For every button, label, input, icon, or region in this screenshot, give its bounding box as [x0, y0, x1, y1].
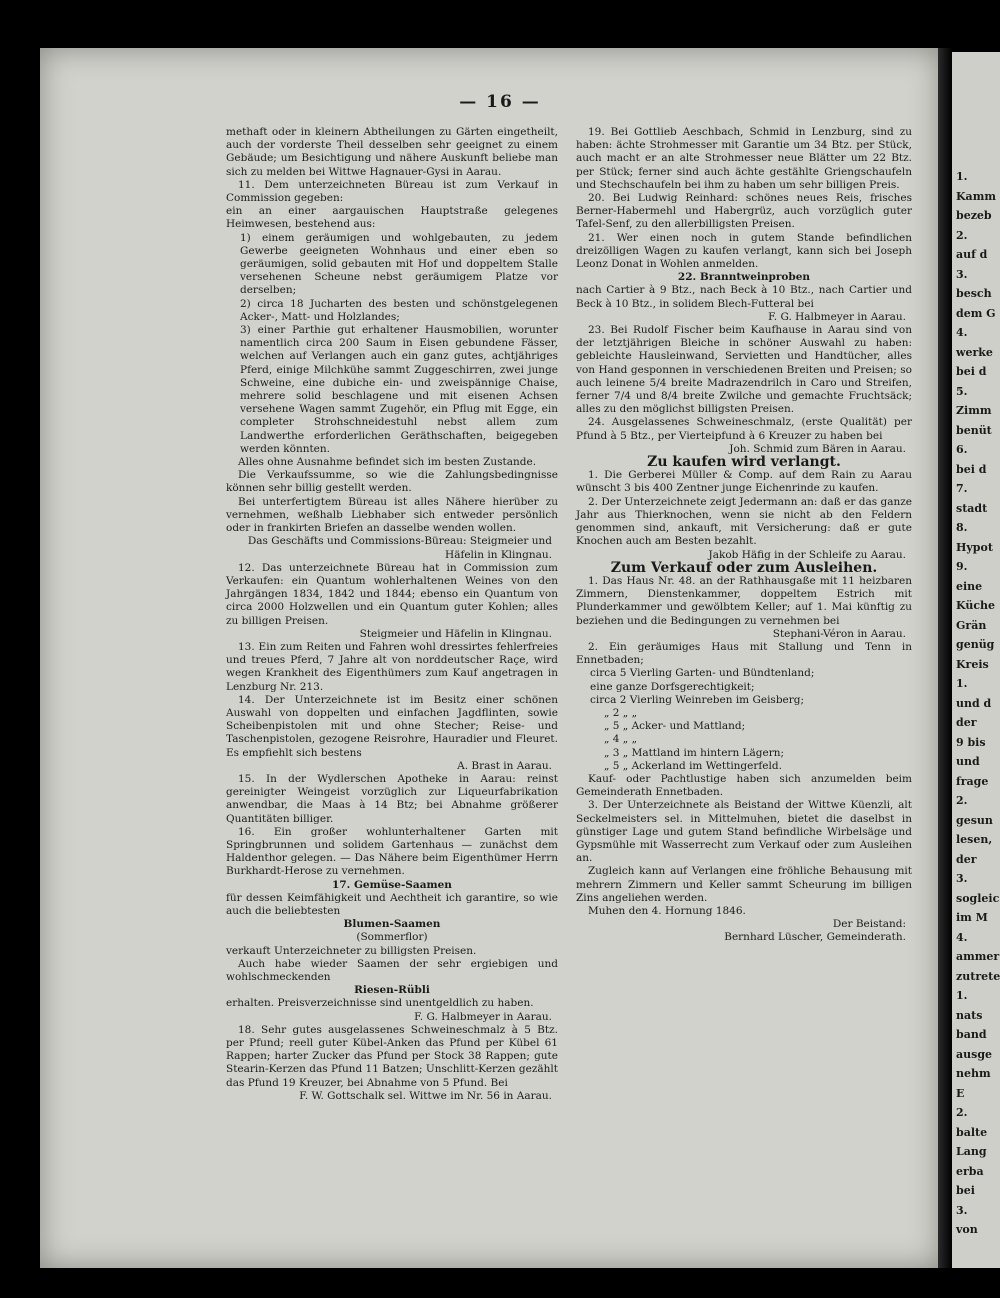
edge-fragment: 3. — [956, 872, 968, 885]
edge-fragment: zutrete — [956, 969, 1000, 983]
edge-fragment: besch — [956, 287, 992, 300]
right-paragraph: 2. Der Unterzeichnete zeigt Jedermann an: daß er das ganze Jahr aus Thierknochen, wenn sie nicht ab den Feldern genommen sind, ankauft, mit Versicherung: daß er gute Knochen auch am Besten bezahlt. — [576, 495, 912, 548]
edge-fragment: Küche — [956, 599, 996, 612]
edge-fragment: Grän — [956, 618, 987, 632]
edge-fragment: balte — [956, 1125, 988, 1139]
edge-fragment: 2. — [956, 1106, 968, 1119]
edge-fragment: 2. — [956, 228, 968, 242]
left-paragraph: Alles ohne Ausnahme befindet sich im besten Zustande. — [238, 456, 537, 469]
edge-fragment: der — [956, 716, 977, 729]
edge-fragment: und — [956, 755, 980, 768]
right-paragraph: Muhen den 4. Hornung 1846. — [588, 904, 746, 917]
right-paragraph: F. G. Halbmeyer in Aarau. — [768, 310, 906, 323]
right-paragraph: Zugleich kann auf Verlangen eine fröhliche Behausung mit mehrern Zimmern und Keller sammt Scheurung im billigen Zins angeliehen werden. — [576, 865, 912, 904]
edge-fragment: 2. — [956, 794, 968, 807]
left-paragraph: 3) einer Parthie gut erhaltener Hausmobilien, worunter namentlich circa 200 Saum in Eisen gebundene Fässer, welchen auf Verlangen auch ein ganz gutes, achtjähriges Pferd, einige Milchkühe sammt Zuggeschirren, zwei junge Schweine, eine dubiche ein- und zweispännige Chaise, mehrere solid beschlagene und mit eisenen Achsen versehene Wagen sammt Zugehör, ein Pflug mit Egge, ein completer Strohschneidestuhl nebst allem zum Landwerthe erforderlichen Geräthschaften, beigegeben werden könnten. — [240, 324, 558, 455]
right-paragraph: „ 3 „ Mattland im hintern Lägern; — [604, 746, 785, 759]
edge-fragment: Kamm — [956, 189, 996, 203]
edge-fragment: bezeb — [956, 209, 992, 222]
right-paragraph: 3. Der Unterzeichnete als Beistand der Wittwe Küenzli, alt Seckelmeisters sel. in Mittelmuhen, bietet die daselbst in günstiger Lage und gutem Stand befindliche Wirbelsäge und Gypsmühle mit Wasserrecht zum Verkauf oder zum Ausleihen an. — [576, 799, 912, 865]
left-paragraph: 12. Das unterzeichnete Büreau hat in Commission zum Verkaufen: ein Quantum wohlerhaltenen Weines von den Jahrgängen 1834, 1842 und 1844; ebenso ein Quantum von circa 2000 Holzwellen und ein Quantum guter Kohlen; alles zu billigen Preisen. — [226, 561, 558, 627]
left-paragraph: A. Brast in Aarau. — [457, 759, 552, 772]
right-paragraph: Joh. Schmid zum Bären in Aarau. — [729, 442, 906, 455]
edge-fragment: erba — [956, 1164, 984, 1178]
right-paragraph: 2. Ein geräumiges Haus mit Stallung und Tenn in Ennetbaden; — [576, 640, 912, 667]
right-paragraph: 19. Bei Gottlieb Aeschbach, Schmid in Lenzburg, sind zu haben: ächte Strohmesser mit Garantie um 34 Btz. per Stück, auch macht er an alte Strohmesser neue Blätter um 22 Btz. per Stück; ferner sind auch ächte gestählte Griengschaufeln und Stechschaufeln bei ihm zu haben um sehr billigen Preis. — [576, 126, 912, 191]
left-paragraph: 18. Sehr gutes ausgelassenes Schweineschmalz à 5 Btz. per Pfund; reell guter Kübel-Anken das Pfund per Kübel 61 Rappen; harter Zucker das Pfund per Stock 38 Rappen; gute Stearin-Kerzen das Pfund 11 Batzen; Unschlitt-Kerzen gezählt das Pfund 19 Kreuzer, bei Abnahme von 5 Pfund. Bei — [226, 1023, 558, 1089]
right-paragraph: 20. Bei Ludwig Reinhard: schönes neues Reis, frisches Berner-Habermehl und Habergrüz, auch vorzüglich guter Tafel-Senf, zu den allerbilligsten Preisen. — [576, 192, 912, 231]
right-column — [576, 126, 912, 945]
left-paragraph: 2) circa 18 Jucharten des besten und schönstgelegenen Acker-, Matt- und Holzlandes; — [240, 297, 558, 323]
edge-fragment: bei d — [956, 365, 987, 378]
right-paragraph: 22. Branntweinproben — [677, 271, 811, 284]
right-paragraph: eine ganze Dorfsgerechtigkeit; — [590, 680, 755, 693]
edge-fragment: 1. — [956, 170, 968, 183]
page-gutter — [938, 48, 952, 1268]
right-paragraph: „ 4 „ „ — [604, 733, 638, 746]
edge-fragment: genüg — [956, 638, 995, 651]
edge-fragment: Kreis — [956, 657, 989, 671]
edge-fragment: 3. — [956, 1203, 968, 1217]
edge-fragment: im M — [956, 911, 988, 924]
right-paragraph: 21. Wer einen noch in gutem Stande befindlichen dreizölligen Wagen zu kaufen verlangt, kann sich bei Joseph Leonz Donat in Wohlen anmelden. — [576, 231, 912, 271]
left-paragraph: F. W. Gottschalk sel. Wittwe im Nr. 56 in Aarau. — [299, 1089, 552, 1102]
edge-fragment: 1. — [956, 677, 968, 690]
right-section-heading: Zum Verkauf oder zum Ausleihen. — [610, 559, 878, 576]
right-paragraph: circa 2 Vierling Weinreben im Geisberg; — [590, 693, 805, 706]
edge-fragment: sogleic — [956, 891, 1000, 905]
edge-fragment: und d — [956, 696, 992, 710]
left-paragraph: F. G. Halbmeyer in Aarau. — [414, 1010, 552, 1023]
left-paragraph: 1) einem geräumigen und wohlgebauten, zu jedem Gewerbe geeigneten Wohnhaus und einer eben so geräumigen, solid gebauten mit Hof und doppeltem Stalle versehenen Scheune nebst geräumigem Platze vor derselben; — [240, 231, 558, 297]
edge-fragment: frage — [956, 774, 989, 788]
edge-fragment: band — [956, 1028, 987, 1041]
left-paragraph: 11. Dem unterzeichneten Büreau ist zum Verkauf in Commission gegeben: — [226, 178, 558, 205]
left-paragraph: 15. In der Wydlerschen Apotheke in Aarau: reinst gereinigter Weingeist vorzüglich zur Liqueurfabrikation anwendbar, die Maas à 14 Btz; bei Abnahme größerer Quantitäten billiger. — [226, 772, 558, 825]
edge-fragment: benüt — [956, 423, 992, 437]
right-paragraph: Jakob Häfig in der Schleife zu Aarau. — [708, 548, 906, 561]
right-paragraph: Stephani-Véron in Aarau. — [772, 627, 906, 640]
left-paragraph: 17. Gemüse-Saamen — [332, 878, 452, 891]
left-paragraph: Bei unterfertigtem Büreau ist alles Nähere hierüber zu vernehmen, weßhalb Liebhaber sich entweder persönlich oder in frankirten Briefen an dasselbe wenden wollen. — [226, 495, 558, 535]
right-paragraph: 24. Ausgelassenes Schweineschmalz, (erste Qualität) per Pfund à 5 Btz., per Vierteipfund à 6 Kreuzer zu haben bei — [576, 416, 912, 442]
edge-fragment: eine — [956, 579, 983, 593]
left-paragraph: 13. Ein zum Reiten und Fahren wohl dressirtes fehlerfreies und treues Pferd, 7 Jahre alt von norddeutscher Raçe, wird wegen Krankheit des Eigenthümers zum Kauf angetragen in Lenzburg Nr. 213. — [226, 640, 558, 693]
adjacent-page-edge — [952, 52, 1000, 1268]
right-paragraph: 1. Das Haus Nr. 48. an der Rathhausgaße mit 11 heizbaren Zimmern, Dienstenkammer, doppeltem Estrich mit Plunderkammer und gewölbtem Keller; auf 1. Mai künftig zu beziehen und die Bedingungen zu vernehmen bei — [576, 574, 912, 627]
edge-fragment: ausge — [956, 1047, 993, 1061]
right-section-heading: Zu kaufen wird verlangt. — [647, 454, 841, 471]
edge-fragment: von — [956, 1223, 978, 1236]
left-paragraph: Auch habe wieder Saamen der sehr ergiebigen und wohlschmeckenden — [226, 957, 558, 983]
edge-fragment: 4. — [956, 930, 968, 944]
left-paragraph: Die Verkaufssumme, so wie die Zahlungsbedingnisse können sehr billig gestellt werden. — [226, 469, 558, 495]
right-paragraph: 1. Die Gerberei Müller & Comp. auf dem Rain zu Aarau wünscht 3 bis 400 Zentner junge Eichenrinde zu kaufen. — [576, 469, 912, 495]
edge-fragment: 5. — [956, 384, 968, 398]
edge-fragment: bei d — [956, 462, 987, 476]
edge-fragment: bei — [956, 1184, 975, 1197]
left-paragraph: verkauft Unterzeichneter zu billigsten Preisen. — [226, 944, 477, 957]
left-paragraph: Steigmeier und Häfelin in Klingnau. — [359, 627, 552, 640]
edge-fragment: 9. — [956, 560, 968, 573]
right-paragraph: „ 5 „ Acker- und Mattland; — [604, 720, 746, 733]
right-paragraph: Kauf- oder Pachtlustige haben sich anzumelden beim Gemeinderath Ennetbaden. — [576, 772, 912, 799]
edge-fragment: werke — [956, 345, 993, 359]
left-paragraph: 14. Der Unterzeichnete ist im Besitz einer schönen Auswahl von doppelten und einfachen Jagdflinten, sowie Scheibenpistolen mit und ohne Stecher; Reise- und Taschenpistolen, gezogene Reisrohre, Hauradier und Fleuret. Es empfiehlt sich bestens — [226, 693, 558, 759]
edge-fragment: E — [956, 1086, 965, 1100]
right-paragraph: nach Cartier à 9 Btz., nach Beck à 10 Btz., nach Cartier und Beck à 10 Btz., in solidem Blech-Futteral bei — [576, 284, 912, 310]
left-paragraph: (Sommerflor) — [356, 931, 428, 944]
edge-fragment: nehm — [956, 1067, 991, 1080]
edge-fragment: 9 bis — [956, 735, 986, 749]
edge-fragment: nats — [956, 1008, 983, 1022]
left-column — [226, 126, 558, 1103]
edge-fragment: ammer — [956, 950, 1000, 963]
edge-fragment: 3. — [956, 267, 968, 281]
edge-fragment: Hypot — [956, 540, 993, 554]
left-paragraph: ein an einer aargauischen Hauptstraße gelegenes Heimwesen, bestehend aus: — [226, 205, 558, 231]
edge-fragment: auf d — [956, 248, 988, 261]
edge-fragment: Lang — [956, 1145, 987, 1158]
left-paragraph: methaft oder in kleinern Abtheilungen zu Gärten eingetheilt, auch der vorderste Theil desselben sehr geeignet zu einem Gebäude; um Besichtigung und nähere Auskunft beliebe man sich zu melden bei Wittwe Hagnauer-Gysi in Aarau. — [226, 126, 558, 178]
left-paragraph: 16. Ein großer wohlunterhaltener Garten mit Springbrunnen und solidem Gartenhaus — zunächst dem Haldenthor gelegen. — Das Nähere beim Eigenthümer Herrn Burkhardt-Herose zu vernehmen. — [226, 825, 558, 878]
left-paragraph: für dessen Keimfähigkeit und Aechtheit ich garantire, so wie auch die beliebtesten — [226, 891, 558, 917]
edge-fragment: 1. — [956, 989, 968, 1002]
left-paragraph: Das Geschäfts und Commissions-Büreau: Steigmeier und Häfelin in Klingnau. — [247, 535, 552, 561]
edge-fragment: 4. — [956, 326, 968, 339]
edge-fragment: gesun — [956, 813, 993, 827]
left-paragraph: Riesen-Rübli — [354, 984, 430, 997]
right-paragraph: „ 2 „ „ — [604, 706, 638, 719]
right-paragraph: Der Beistand: — [832, 918, 906, 931]
right-paragraph: 23. Bei Rudolf Fischer beim Kaufhause in Aarau sind von der letztjährigen Bleiche in schöner Auswahl zu haben: gebleichte Hausleinwand, Servietten und Handtücher, alles von Hand gesponnen in verschiedenen Breiten und Preisen; so auch leinene 5/4 breite Madrazendrilch in Caro und Streifen, ferner 7/4 und 8/4 breite Zwilche und gemachte Fruchtsäck; alles zu den möglichst billigsten Preisen. — [576, 324, 912, 416]
edge-fragment: dem G — [956, 306, 996, 320]
right-paragraph: „ 5 „ Ackerland im Wettingerfeld. — [604, 759, 782, 772]
page-number: — 16 — — [459, 92, 541, 112]
edge-fragment: 8. — [956, 521, 968, 534]
left-paragraph: Blumen-Saamen — [343, 918, 441, 931]
edge-fragment: stadt — [956, 501, 988, 515]
right-paragraph: Bernhard Lüscher, Gemeinderath. — [724, 931, 906, 944]
edge-fragment: 6. — [956, 443, 968, 456]
edge-fragment: der — [956, 852, 977, 866]
left-paragraph: erhalten. Preisverzeichnisse sind unentgeldlich zu haben. — [226, 997, 534, 1010]
right-paragraph: circa 5 Vierling Garten- und Bündtenland; — [590, 667, 815, 680]
edge-fragment: lesen, — [956, 833, 993, 846]
edge-fragment: Zimm — [956, 404, 992, 417]
edge-fragment: 7. — [956, 482, 968, 495]
